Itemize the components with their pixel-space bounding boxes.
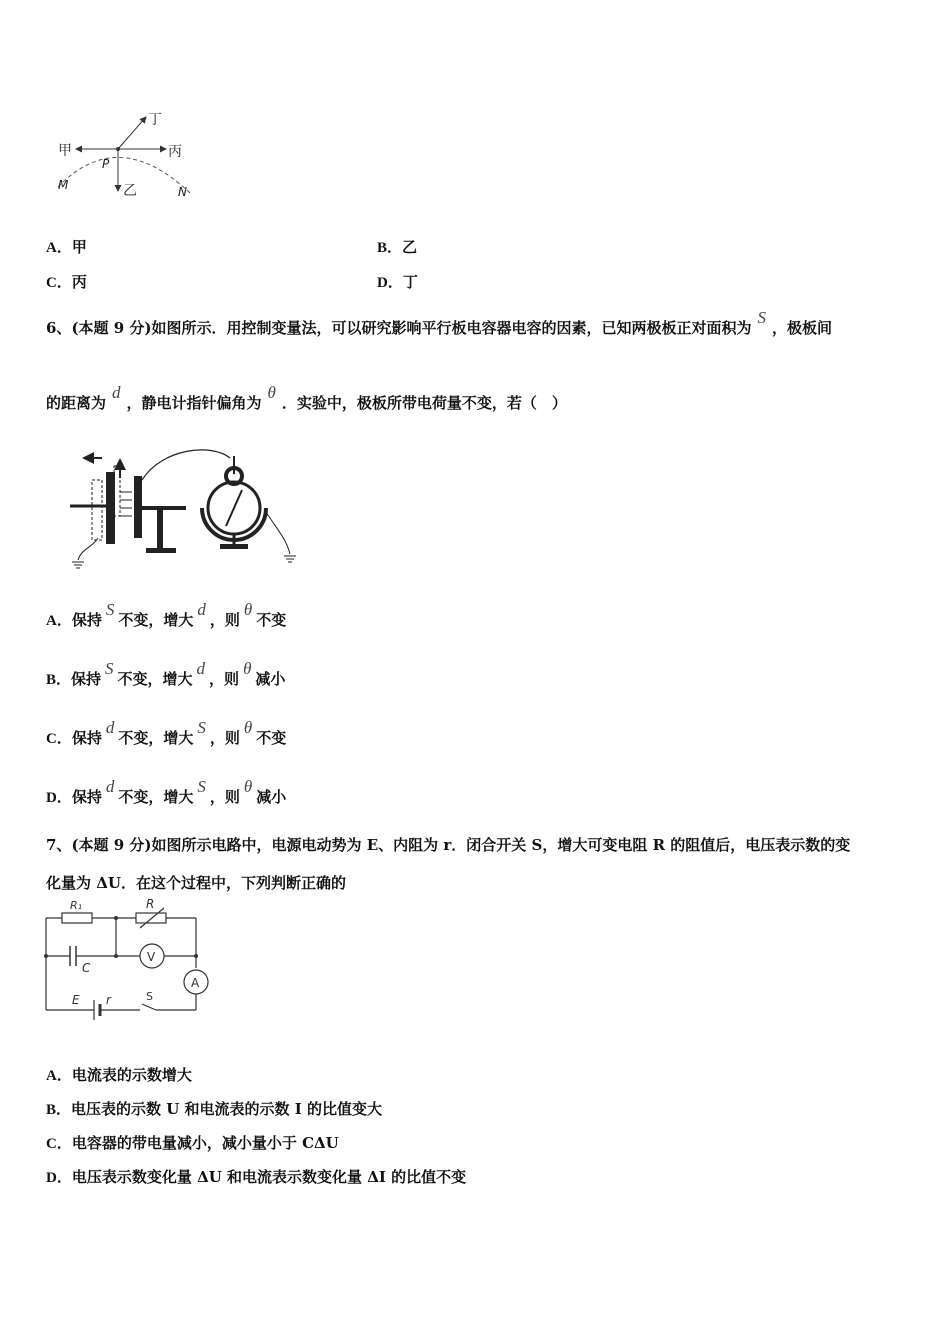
svg-text:R: R bbox=[146, 897, 155, 911]
label-bing: 丙 bbox=[168, 144, 182, 160]
q7-option-d: D．电压表示数变化量 ΔU 和电流表示数变化量 ΔI 的比值不变 bbox=[46, 1168, 467, 1186]
q6-option-d: D．保持d不变，增大S，则θ减小 bbox=[46, 777, 287, 806]
svg-text:A: A bbox=[191, 976, 200, 990]
q7-stem-line2: 化量为 ΔU．在这个过程中，下列判断正确的 bbox=[46, 874, 346, 892]
label-yi: 乙 bbox=[123, 183, 137, 199]
q7-option-a: A．电流表的示数增大 bbox=[46, 1066, 192, 1084]
label-ding: 丁 bbox=[148, 112, 162, 128]
q7-stem-line1: 7、(本题 9 分)如图所示电路中，电源电动势为 E、内阻为 r．闭合开关 S，增大可变电阻 R 的阻值后，电压表示数的变 bbox=[46, 836, 851, 854]
svg-text:R₁: R₁ bbox=[70, 899, 83, 912]
q6-stem-line1: 6、(本题 9 分)如图所示．用控制变量法，可以研究影响平行板电容器电容的因素，已知两极板正对面积为S，极板间 bbox=[46, 308, 833, 337]
svg-text:r: r bbox=[106, 993, 111, 1007]
label-n: N bbox=[178, 185, 187, 199]
q5-option-d: D．丁 bbox=[377, 273, 418, 291]
q6-option-a: A．保持S不变，增大d，则θ不变 bbox=[46, 600, 287, 629]
q6-option-c: C．保持d不变，增大S，则θ不变 bbox=[46, 718, 287, 747]
q5-force-diagram bbox=[50, 105, 200, 205]
svg-text:S: S bbox=[146, 990, 153, 1003]
q5-option-c: C．丙 bbox=[46, 273, 87, 291]
variable-resistor-r bbox=[136, 913, 166, 923]
q7-circuit-diagram bbox=[40, 896, 215, 1031]
label-m: M bbox=[58, 178, 69, 192]
svg-text:E: E bbox=[72, 993, 80, 1007]
svg-text:C: C bbox=[82, 961, 91, 975]
point-p bbox=[116, 147, 120, 151]
q6-capacitor-electrometer-figure bbox=[62, 438, 312, 573]
arrow-ding bbox=[118, 117, 146, 149]
svg-text:V: V bbox=[147, 950, 156, 964]
q5-option-a: A．甲 bbox=[46, 238, 87, 256]
q5-option-b: B．乙 bbox=[377, 238, 418, 256]
q6-stem-line2: 的距离为d，静电计指针偏角为θ．实验中，极板所带电荷量不变，若（ ） bbox=[46, 383, 567, 412]
q7-option-c: C．电容器的带电量减小，减小量小于 CΔU bbox=[46, 1134, 339, 1152]
label-jia: 甲 bbox=[58, 143, 72, 159]
resistor-r1 bbox=[62, 913, 92, 923]
q6-option-b: B．保持S不变，增大d，则θ减小 bbox=[46, 659, 286, 688]
q7-option-b: B．电压表的示数 U 和电流表的示数 I 的比值变大 bbox=[46, 1100, 383, 1118]
label-p: P bbox=[102, 157, 110, 171]
